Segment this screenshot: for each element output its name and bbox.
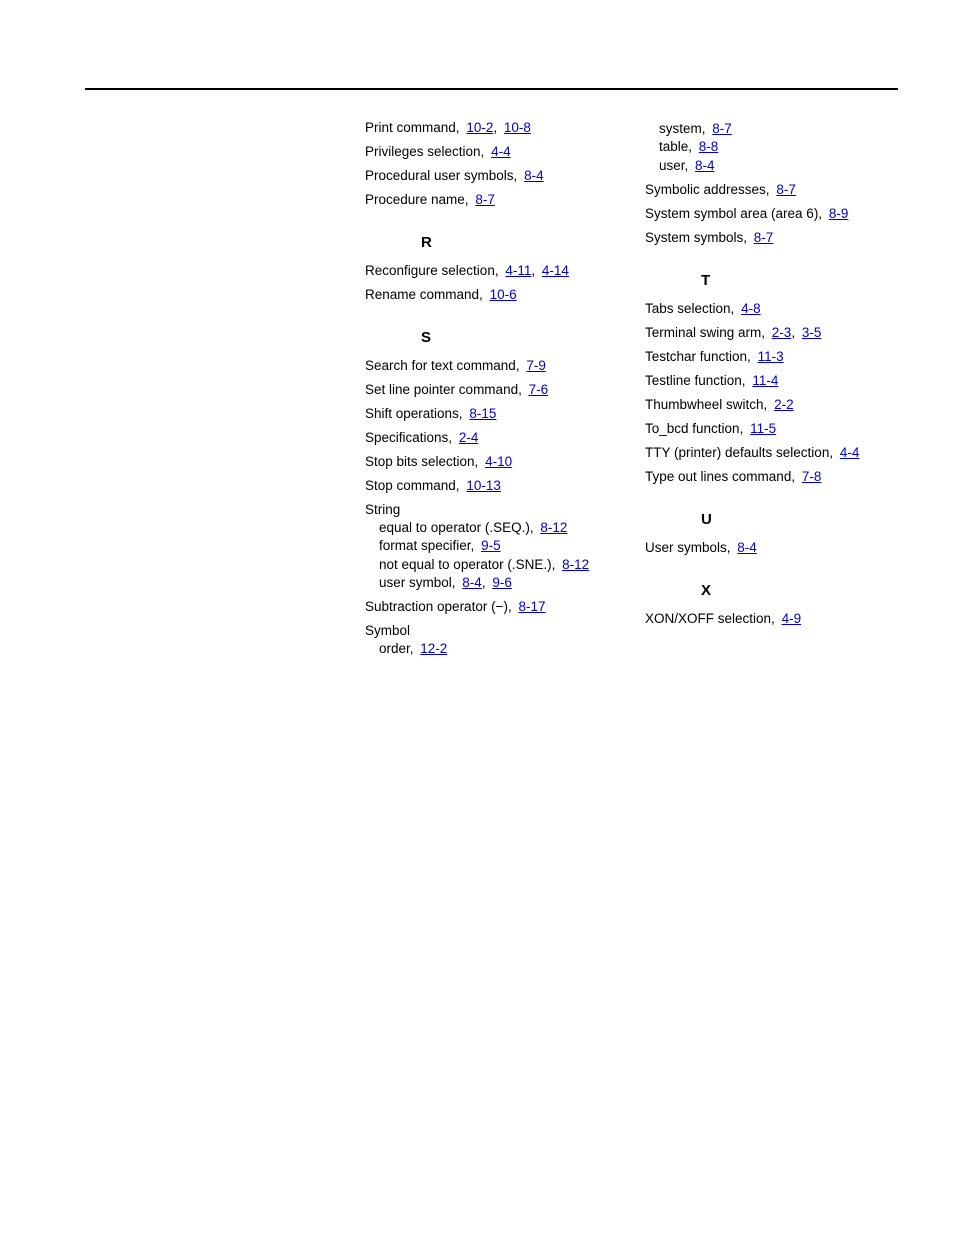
index-term: user symbol,: [379, 574, 456, 590]
section-letter-s: S: [421, 329, 432, 346]
index-term: Stop bits selection,: [365, 454, 479, 469]
index-term: Subtraction operator (−),: [365, 599, 512, 615]
index-term: To_bcd function,: [645, 420, 744, 436]
index-entry: [365, 190, 625, 209]
index-term: Rename command,: [365, 287, 483, 302]
index-entry: [645, 299, 905, 318]
page-reference-link[interactable]: 8-7: [753, 229, 774, 245]
index-term: system,: [659, 121, 706, 136]
index-group-t: [645, 299, 905, 486]
page-reference-link[interactable]: 4-9: [781, 610, 802, 626]
index-term: Terminal swing arm,: [645, 324, 766, 340]
page-reference-link[interactable]: 8-12: [540, 520, 568, 535]
index-entry: [365, 404, 625, 423]
index-entry: [645, 467, 905, 486]
index-entry: [365, 428, 625, 447]
index-subentry: [645, 138, 905, 156]
page-reference-link[interactable]: 9-5: [481, 538, 501, 554]
index-entry: [365, 285, 625, 304]
page-reference-link[interactable]: 11-4: [752, 372, 779, 388]
section-letter-x: X: [701, 581, 712, 599]
page-reference-link[interactable]: 8-8: [698, 139, 719, 155]
section-letter-r: R: [421, 234, 432, 251]
index-subentry: user symbol, 8-4, 9-6: [379, 574, 512, 590]
index-entry: [365, 356, 625, 375]
index-term: String: [365, 502, 401, 517]
page-reference-link[interactable]: 11-5: [750, 420, 777, 436]
header-rule: [85, 88, 898, 90]
index-subentry: [365, 640, 625, 658]
index-term: Testchar function,: [645, 348, 751, 364]
page-reference-link[interactable]: 8-4: [462, 574, 482, 590]
index-entry: [365, 166, 625, 185]
index-entry: [645, 538, 905, 557]
index-term: Testline function,: [645, 372, 746, 388]
index-group-sy: [645, 180, 905, 247]
page-reference-link[interactable]: 10-8: [503, 120, 531, 135]
index-term: Type out lines command,: [645, 468, 796, 484]
page-reference-link[interactable]: 8-7: [475, 192, 495, 207]
index-entry: Print command, 10-2, 10-8: [365, 120, 531, 135]
index-entry: [365, 142, 625, 161]
index-term: table,: [659, 139, 693, 155]
page-reference-link[interactable]: 10-13: [466, 478, 501, 493]
page-reference-link[interactable]: 2-2: [774, 396, 794, 412]
page-reference-link[interactable]: 8-9: [828, 205, 849, 221]
index-entry: [365, 476, 625, 495]
index-term: System symbols,: [645, 229, 748, 245]
index-subentry: [645, 157, 905, 175]
index-term: order,: [379, 641, 414, 657]
page-reference-link[interactable]: 4-8: [741, 300, 761, 316]
index-subentry: [365, 537, 625, 555]
page-reference-link[interactable]: 8-4: [737, 539, 757, 555]
page-reference-link[interactable]: 10-6: [489, 287, 517, 302]
page-reference-link[interactable]: 4-4: [839, 444, 860, 460]
index-term: Privileges selection,: [365, 144, 485, 159]
index-term: Shift operations,: [365, 406, 463, 421]
index-entry: [645, 228, 905, 247]
page-reference-link[interactable]: 7-6: [528, 382, 549, 397]
page-reference-link[interactable]: 8-17: [518, 599, 546, 615]
page-reference-link[interactable]: 4-14: [541, 263, 569, 278]
page-reference-link[interactable]: 8-4: [695, 157, 715, 173]
index-term: not equal to operator (.SNE.),: [379, 556, 556, 572]
index-group-x: [645, 609, 905, 628]
page-reference-link[interactable]: 4-11: [505, 263, 532, 278]
index-term: Thumbwheel switch,: [645, 396, 768, 412]
page-reference-link[interactable]: 8-12: [562, 556, 590, 572]
index-term: equal to operator (.SEQ.),: [379, 520, 534, 535]
page-reference-link[interactable]: 9-6: [492, 574, 512, 590]
index-term: Symbolic addresses,: [645, 181, 770, 197]
index-entry: [365, 597, 625, 616]
index-term: Print command,: [365, 120, 460, 135]
page-reference-link[interactable]: 8-7: [776, 181, 796, 197]
index-term: User symbols,: [645, 539, 731, 555]
page-reference-link[interactable]: 2-4: [458, 430, 479, 445]
index-group-u: [645, 538, 905, 557]
index-term: user,: [659, 157, 689, 173]
page-reference-link[interactable]: 12-2: [420, 641, 448, 657]
index-term: Set line pointer command,: [365, 382, 522, 397]
index-entry-symbol: [365, 621, 625, 658]
page-reference-link[interactable]: 11-3: [757, 348, 784, 364]
index-term: Search for text command,: [365, 358, 520, 373]
page-reference-link[interactable]: 8-15: [469, 406, 497, 421]
index-entry: [645, 347, 905, 366]
index-subentry: [365, 519, 625, 537]
page-reference-link[interactable]: 4-4: [491, 144, 511, 159]
index-term: Procedural user symbols,: [365, 168, 518, 183]
index-entry: [645, 443, 905, 462]
index-subentries: [365, 640, 625, 658]
index-term: Tabs selection,: [645, 300, 735, 316]
index-column-left: [365, 118, 625, 663]
page-reference-link[interactable]: 8-7: [712, 121, 732, 136]
page-reference-link[interactable]: 4-10: [485, 454, 513, 469]
index-entry: [645, 204, 905, 223]
index-subentry: [645, 120, 905, 138]
index-entry: [645, 609, 905, 628]
index-term: Stop command,: [365, 478, 460, 493]
index-term: Procedure name,: [365, 192, 469, 207]
page-reference-link[interactable]: 8-4: [524, 168, 544, 183]
index-term: XON/XOFF selection,: [645, 610, 775, 626]
index-subentries-symbol-cont: [645, 120, 905, 175]
index-entry: [645, 419, 905, 438]
index-column-right: [645, 118, 905, 633]
index-entry: [365, 452, 625, 471]
index-entry-string: [365, 500, 625, 592]
index-entry: Terminal swing arm, 2-3, 3-5: [645, 324, 822, 340]
page-reference-link[interactable]: 2-3: [771, 324, 792, 340]
index-group-r: [365, 261, 625, 304]
index-term: format specifier,: [379, 538, 475, 554]
index-entry: [645, 395, 905, 414]
index-subentry: [365, 556, 625, 574]
index-term: TTY (printer) defaults selection,: [645, 444, 834, 460]
index-entry: Reconfigure selection, 4-11, 4-14: [365, 263, 569, 278]
index-term: System symbol area (area 6),: [645, 205, 823, 221]
index-entry: [365, 380, 625, 399]
index-subentries: [365, 519, 625, 592]
index-entry: [645, 371, 905, 390]
index-entry: [645, 180, 905, 199]
section-letter-u: U: [701, 510, 712, 528]
page-reference-link[interactable]: 7-9: [526, 358, 546, 373]
index-group-p: [365, 118, 625, 209]
page-reference-link[interactable]: 3-5: [801, 324, 822, 340]
index-group-subtraction: [365, 597, 625, 616]
page-reference-link[interactable]: 10-2: [466, 120, 494, 135]
index-term: Reconfigure selection,: [365, 263, 499, 278]
index-term: Symbol: [365, 623, 411, 639]
page-reference-link[interactable]: 7-8: [801, 468, 822, 484]
index-group-s: [365, 356, 625, 495]
section-letter-t: T: [701, 271, 711, 289]
index-term: Specifications,: [365, 430, 453, 445]
